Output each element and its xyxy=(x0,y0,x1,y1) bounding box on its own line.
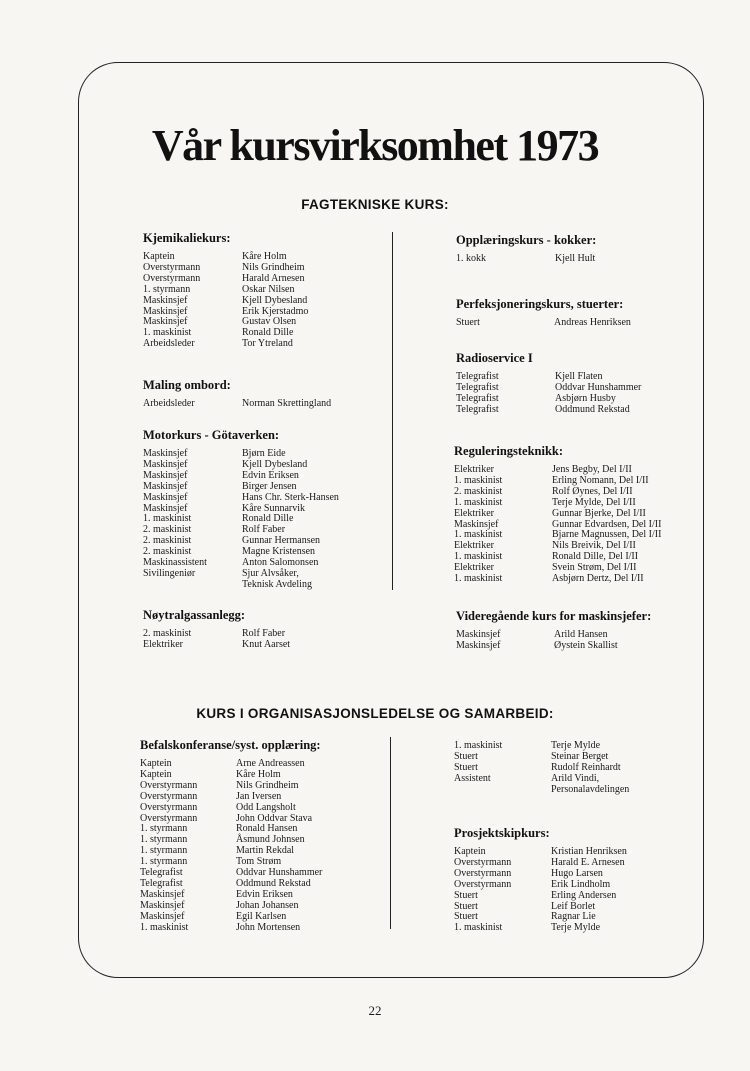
participant-role: Maskinsjef xyxy=(143,458,188,470)
participant-role: 1. maskinist xyxy=(143,327,192,339)
participant-role: 1. styrmann xyxy=(143,283,191,295)
participant-role: Maskinsjef xyxy=(456,639,501,651)
participant-name: Arne Andreassen xyxy=(236,758,305,769)
participant-name: Hans Chr. Sterk-Hansen xyxy=(242,491,339,503)
course-title: Kjemikaliekurs: xyxy=(143,231,231,245)
participant-name: Rolf Faber xyxy=(242,628,286,639)
participant-name: Harald E. Arnesen xyxy=(551,856,625,868)
participant-name: Ronald Dille xyxy=(242,327,294,339)
participant-role: Elektriker xyxy=(454,540,494,552)
participant-row xyxy=(143,285,308,296)
participant-name: Norman Skrettingland xyxy=(242,398,332,409)
participant-name: Knut Aarset xyxy=(242,638,291,650)
participant-role: Stuert xyxy=(456,317,480,328)
participant-name: Steinar Berget xyxy=(551,750,609,762)
participant-role: Stuert xyxy=(454,911,478,923)
participant-name: Teknisk Avdeling xyxy=(242,578,312,590)
participant-role: Elektriker xyxy=(454,464,494,475)
participant-name: Oddmund Rekstad xyxy=(555,403,630,415)
participant-role: 1. maskinist xyxy=(454,922,503,934)
participant-name: Oskar Nilsen xyxy=(242,283,295,295)
participant-role xyxy=(454,785,551,796)
participant-role: 2. maskinist xyxy=(143,535,192,547)
participant-role: Elektriker xyxy=(454,562,494,574)
participant-role: Telegrafist xyxy=(456,392,499,404)
participant-row xyxy=(456,318,631,329)
course-title: Perfeksjoneringskurs, stuerter: xyxy=(456,297,624,311)
participant-row xyxy=(456,405,641,416)
participant-role: 1. maskinist xyxy=(454,573,503,585)
participant-name: Arild Vindi, xyxy=(551,772,600,784)
page-number: 22 xyxy=(368,1003,382,1018)
participant-role: Telegrafist xyxy=(456,371,499,382)
column-divider-bottom xyxy=(390,737,391,929)
participant-name: Edvin Eriksen xyxy=(242,469,299,481)
section-heading-fagtekniske: FAGTEKNISKE KURS: xyxy=(301,197,449,212)
course-befalskonferanse-continued xyxy=(454,741,629,796)
participant-name: Kjell Hult xyxy=(555,253,596,264)
participant-name: Harald Arnesen xyxy=(242,272,305,284)
participant-row xyxy=(456,641,651,652)
participant-name: Birger Jensen xyxy=(242,480,297,492)
participant-role: Stuert xyxy=(454,750,478,762)
participant-row xyxy=(143,493,339,504)
participant-name: Hugo Larsen xyxy=(551,867,603,879)
participant-role: 1. maskinist xyxy=(454,740,503,751)
participant-role: Telegrafist xyxy=(456,403,499,415)
participant-name: Kjell Flaten xyxy=(555,371,603,382)
participant-role: 2. maskinist xyxy=(143,628,192,639)
course-title: Opplæringskurs - kokker: xyxy=(456,233,597,247)
participant-role: Maskinsjef xyxy=(140,888,185,900)
course-title: Prosjektskipkurs: xyxy=(454,826,550,840)
participant-role: Maskinsjef xyxy=(140,910,185,922)
participant-name: Kåre Holm xyxy=(242,251,287,262)
participant-role: Overstyrmann xyxy=(140,812,198,824)
participant-role: Overstyrmann xyxy=(140,801,198,813)
participant-name: Ragnar Lie xyxy=(551,911,596,923)
participant-name: Asbjørn Husby xyxy=(555,392,616,404)
participant-name: Oddmund Rekstad xyxy=(236,877,311,889)
participant-name: Nils Grindheim xyxy=(242,261,305,273)
participant-role: Maskinsjef xyxy=(143,502,188,514)
participant-name: Egil Karlsen xyxy=(236,910,287,922)
course-videregaende-maskinsjefer xyxy=(456,609,651,652)
participant-role: Maskinsjef xyxy=(143,305,188,317)
participant-role: Overstyrmann xyxy=(454,878,512,890)
participant-name: Andreas Henriksen xyxy=(554,317,631,328)
participant-name: Svein Strøm, Del I/II xyxy=(552,562,637,574)
participant-role: Maskinsjef xyxy=(140,899,185,911)
course-noytralgassanlegg xyxy=(143,608,290,651)
participant-role: 1. maskinist xyxy=(454,529,503,541)
participant-role: Arbeidsleder xyxy=(143,338,195,350)
participant-name: Ronald Dille, Del I/II xyxy=(552,551,639,563)
participant-name: John Oddvar Stava xyxy=(236,812,313,824)
participant-role: Maskinsjef xyxy=(143,491,188,503)
participant-role: Maskinsjef xyxy=(456,629,501,640)
participant-role: Overstyrmann xyxy=(140,779,198,791)
participant-name: Gustav Olsen xyxy=(242,316,297,328)
participant-name: Oddvar Hunshammer xyxy=(555,381,642,393)
participant-role: Kaptein xyxy=(140,768,172,780)
participant-role: 2. maskinist xyxy=(143,546,192,558)
participant-name: Sjur Alvsåker, xyxy=(242,567,299,579)
page-title: Vår kursvirksomhet 1973 xyxy=(151,121,599,170)
participant-role: Maskinsjef xyxy=(143,448,188,459)
course-opplaering-kokker xyxy=(456,233,596,265)
participant-name: Bjarne Magnussen, Del I/II xyxy=(552,529,662,541)
participant-name: Rudolf Reinhardt xyxy=(551,761,621,773)
participant-role: 1. styrmann xyxy=(140,856,188,868)
participant-role: Stuert xyxy=(454,889,478,901)
participant-name: Ronald Hansen xyxy=(236,823,298,835)
participant-name: Ronald Dille xyxy=(242,513,294,525)
course-motorkurs xyxy=(143,428,339,591)
participant-row xyxy=(140,792,322,803)
participant-role: Maskinsjef xyxy=(143,294,188,306)
participant-row xyxy=(456,254,596,265)
participant-name: Tor Ytreland xyxy=(242,338,293,350)
course-reguleringsteknikk xyxy=(454,444,661,585)
participant-name: Odd Langsholt xyxy=(236,801,296,813)
section-heading-organisasjon: KURS I ORGANISASJONSLEDELSE OG SAMARBEID: xyxy=(196,706,554,721)
participant-role: Sivilingeniør xyxy=(143,567,196,579)
participant-row xyxy=(140,923,322,934)
participant-name: Oddvar Hunshammer xyxy=(236,867,323,879)
participant-role: Maskinsjef xyxy=(143,480,188,492)
participant-role: Maskinassistent xyxy=(143,557,207,569)
participant-name: Edvin Eriksen xyxy=(236,888,293,900)
participant-role: Overstyrmann xyxy=(143,261,201,273)
participant-row xyxy=(454,774,629,785)
participant-name: Gunnar Edvardsen, Del I/II xyxy=(552,518,662,530)
participant-name: Kåre Sunnarvik xyxy=(242,502,306,514)
participant-row xyxy=(454,785,629,796)
participant-row xyxy=(454,509,661,520)
participant-name: Terje Mylde, Del I/II xyxy=(552,496,636,508)
participant-row xyxy=(140,803,322,814)
course-title: Nøytralgassanlegg: xyxy=(143,608,246,622)
participant-name: Bjørn Eide xyxy=(242,448,286,459)
participant-name: Rolf Øynes, Del I/II xyxy=(552,485,633,497)
participant-row xyxy=(143,399,331,410)
participant-row xyxy=(143,296,308,307)
participant-row xyxy=(454,880,627,891)
participant-row xyxy=(143,339,308,350)
course-title: Videregående kurs for maskinsjefer: xyxy=(456,609,652,623)
participant-role: Overstyrmann xyxy=(454,856,512,868)
course-kjemikaliekurs xyxy=(143,231,308,350)
participant-role: 1. styrmann xyxy=(140,834,188,846)
participant-name: Jens Begby, Del I/II xyxy=(552,464,632,475)
participant-role: 1. maskinist xyxy=(454,551,503,563)
participant-row xyxy=(140,912,322,923)
course-perfeksjonering-stuerter xyxy=(456,297,631,329)
participant-name: Erik Kjerstadmo xyxy=(242,305,309,317)
participant-role: Elektriker xyxy=(143,638,183,650)
participant-row xyxy=(454,574,661,585)
course-prosjektskipkurs xyxy=(454,826,627,934)
participant-row xyxy=(454,891,627,902)
participant-name: Asbjørn Dertz, Del I/II xyxy=(552,573,644,585)
participant-row xyxy=(143,640,290,651)
participant-name: John Mortensen xyxy=(236,921,301,933)
course-befalskonferanse xyxy=(140,738,322,934)
participant-name: Erling Nomann, Del I/II xyxy=(552,474,649,486)
participant-name: Erling Andersen xyxy=(551,889,617,901)
participant-role: Maskinsjef xyxy=(143,316,188,328)
participant-row xyxy=(454,498,661,509)
participant-name: Leif Borlet xyxy=(551,900,596,912)
participant-name: Kåre Holm xyxy=(236,768,281,780)
participant-name: Nils Breivik, Del I/II xyxy=(552,540,636,552)
participant-role xyxy=(143,580,242,591)
participant-name: Gunnar Bjerke, Del I/II xyxy=(552,507,646,519)
participant-role: Maskinsjef xyxy=(454,518,499,530)
column-divider-top xyxy=(392,232,393,590)
participant-role: 2. maskinist xyxy=(143,524,192,536)
participant-role: 1. maskinist xyxy=(454,496,503,508)
participant-name: Rolf Faber xyxy=(242,524,286,536)
participant-role: Telegrafist xyxy=(140,877,183,889)
participant-row xyxy=(454,902,627,913)
participant-row xyxy=(143,482,339,493)
participant-role: Arbeidsleder xyxy=(143,398,195,409)
participant-role: 1. styrmann xyxy=(140,823,188,835)
course-title: Radioservice I xyxy=(456,351,533,365)
participant-name: Magne Kristensen xyxy=(242,546,316,558)
participant-role: 1. kokk xyxy=(456,253,486,264)
participant-name: Martin Rekdal xyxy=(236,845,295,857)
participant-role: 2. maskinist xyxy=(454,485,503,497)
participant-name: Terje Mylde xyxy=(551,740,601,751)
participant-name: Anton Salomonsen xyxy=(242,557,319,569)
participant-role: Telegrafist xyxy=(456,381,499,393)
participant-role: Kaptein xyxy=(140,758,172,769)
participant-name: Arild Hansen xyxy=(554,629,608,640)
participant-name: Jan Iversen xyxy=(236,790,282,802)
participant-name: Tom Strøm xyxy=(236,856,282,868)
participant-role: 1. maskinist xyxy=(143,513,192,525)
participant-name: Kristian Henriksen xyxy=(551,846,627,857)
participant-name: Kjell Dybesland xyxy=(242,294,308,306)
participant-role: Stuert xyxy=(454,761,478,773)
participant-role: Elektriker xyxy=(454,507,494,519)
participant-name: Øystein Skallist xyxy=(554,639,618,651)
participant-role: 1. maskinist xyxy=(140,921,189,933)
participant-name: Åsmund Johnsen xyxy=(236,834,305,846)
course-title: Motorkurs - Götaverken: xyxy=(143,428,280,442)
course-title: Befalskonferanse/syst. opplæring: xyxy=(140,738,321,752)
course-maling-ombord xyxy=(143,378,331,410)
participant-role: 1. styrmann xyxy=(140,845,188,857)
participant-name: Erik Lindholm xyxy=(551,878,611,890)
participant-row xyxy=(454,923,627,934)
participant-role: Overstyrmann xyxy=(143,272,201,284)
course-title: Maling ombord: xyxy=(143,378,231,392)
participant-name: Terje Mylde xyxy=(551,922,601,934)
participant-name: Gunnar Hermansen xyxy=(242,535,321,547)
participant-name: Kjell Dybesland xyxy=(242,458,308,470)
participant-row xyxy=(143,580,339,591)
participant-name: Personalavdelingen xyxy=(551,783,630,795)
participant-role: Overstyrmann xyxy=(454,867,512,879)
participant-role: Assistent xyxy=(454,772,491,784)
participant-role: Kaptein xyxy=(143,251,175,262)
participant-name: Johan Johansen xyxy=(236,899,299,911)
participant-role: Stuert xyxy=(454,900,478,912)
participant-role: Kaptein xyxy=(454,846,486,857)
participant-role: Telegrafist xyxy=(140,867,183,879)
participant-role: Maskinsjef xyxy=(143,469,188,481)
participant-name: Nils Grindheim xyxy=(236,779,299,791)
course-radioservice xyxy=(456,351,641,416)
participant-role: 1. maskinist xyxy=(454,474,503,486)
course-title: Reguleringsteknikk: xyxy=(454,444,564,458)
participant-role: Overstyrmann xyxy=(140,790,198,802)
